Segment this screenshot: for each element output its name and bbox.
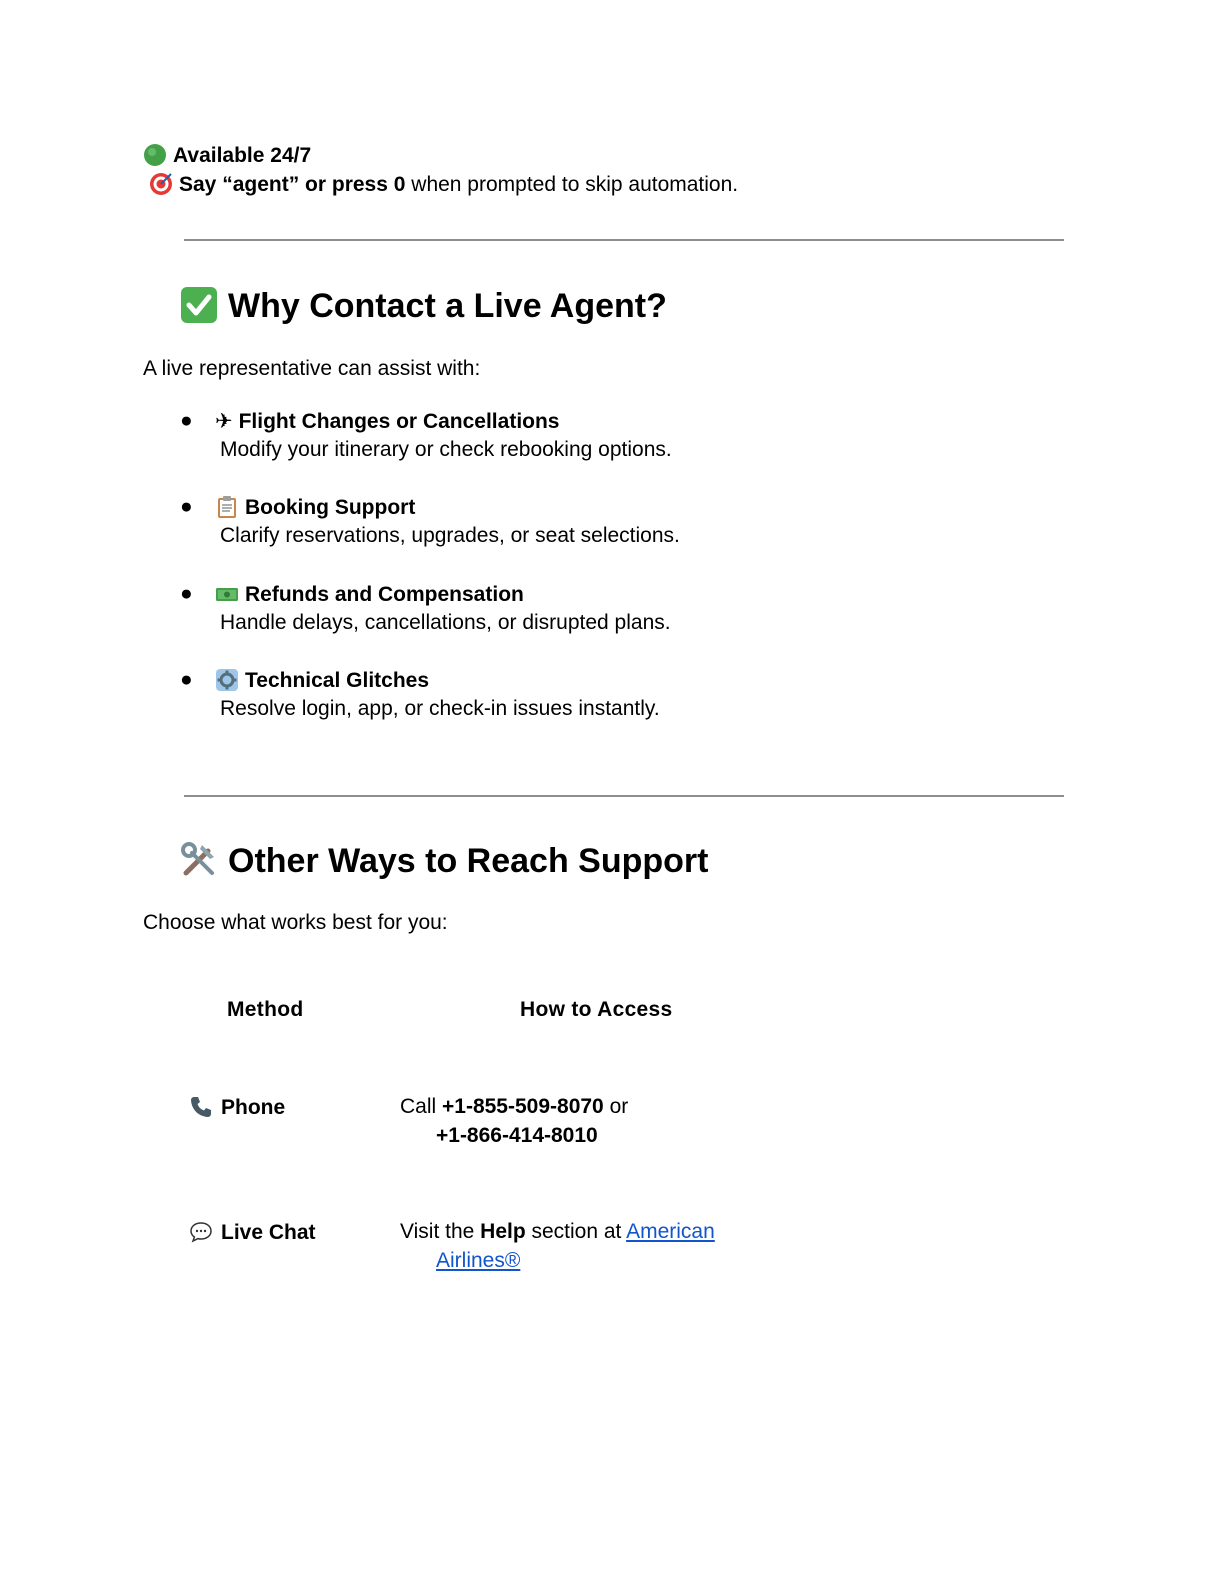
agent-tip-bold: Say “agent” or press 0 [179,173,406,196]
section1-intro: A live representative can assist with: [143,357,481,380]
divider [184,239,1064,241]
bullet: ● [180,409,193,432]
availability-line [143,143,311,168]
table-row-phone-method: Phone [189,1095,285,1120]
airplane-icon: ✈ [215,410,233,433]
list-item-desc: Handle delays, cancellations, or disrupted plans. [220,611,671,634]
list-item-title: Technical Glitches [215,668,429,693]
phone-icon [189,1095,213,1119]
divider [184,795,1064,797]
american-airlines-link-line2 [436,1249,520,1273]
list-item-title: Booking Support [215,495,415,520]
target-icon [149,172,173,196]
green-circle-icon [143,143,167,167]
section1-heading-text: Why Contact a Live Agent? [228,287,667,325]
list-item-desc: Modify your itinerary or check rebooking options. [220,438,672,461]
clipboard-icon [215,495,239,519]
speech-bubble-icon [189,1220,213,1244]
check-mark-icon [180,286,218,324]
section-heading-other-ways [180,841,708,881]
table-row-live-chat-method: Live Chat [189,1220,316,1245]
agent-tip-rest: when prompted to skip automation. [405,173,739,196]
phone-number-primary: +1-855-509-8070 [442,1095,604,1118]
section2-heading-text: Other Ways to Reach Support [228,842,709,880]
money-icon [215,582,239,606]
american-airlines-link-part1[interactable]: American [626,1220,715,1243]
agent-tip-line [149,172,738,197]
section-heading-live-agent [180,286,667,326]
table-row-live-chat-access: Visit the Help section at American [400,1220,715,1243]
list-item-title: Refunds and Compensation [215,582,524,607]
availability-text: Available 24/7 [173,144,312,167]
phone-number-secondary: +1-866-414-8010 [436,1124,598,1147]
list-item-desc: Clarify reservations, upgrades, or seat selections. [220,524,680,547]
table-header-how-to-access: How to Access [520,998,673,1021]
list-item-title: ✈ Flight Changes or Cancellations [215,410,560,433]
gear-icon [215,668,239,692]
table-header-method: Method [227,998,304,1021]
table-row-phone-access: Call +1-855-509-8070 or [400,1095,629,1118]
bullet: ● [180,582,193,605]
section2-intro: Choose what works best for you: [143,911,448,934]
bullet: ● [180,668,193,691]
tools-icon [180,841,218,879]
list-item-desc: Resolve login, app, or check-in issues instantly. [220,697,660,720]
bullet: ● [180,495,193,518]
american-airlines-link-part2[interactable]: Airlines® [436,1249,521,1272]
